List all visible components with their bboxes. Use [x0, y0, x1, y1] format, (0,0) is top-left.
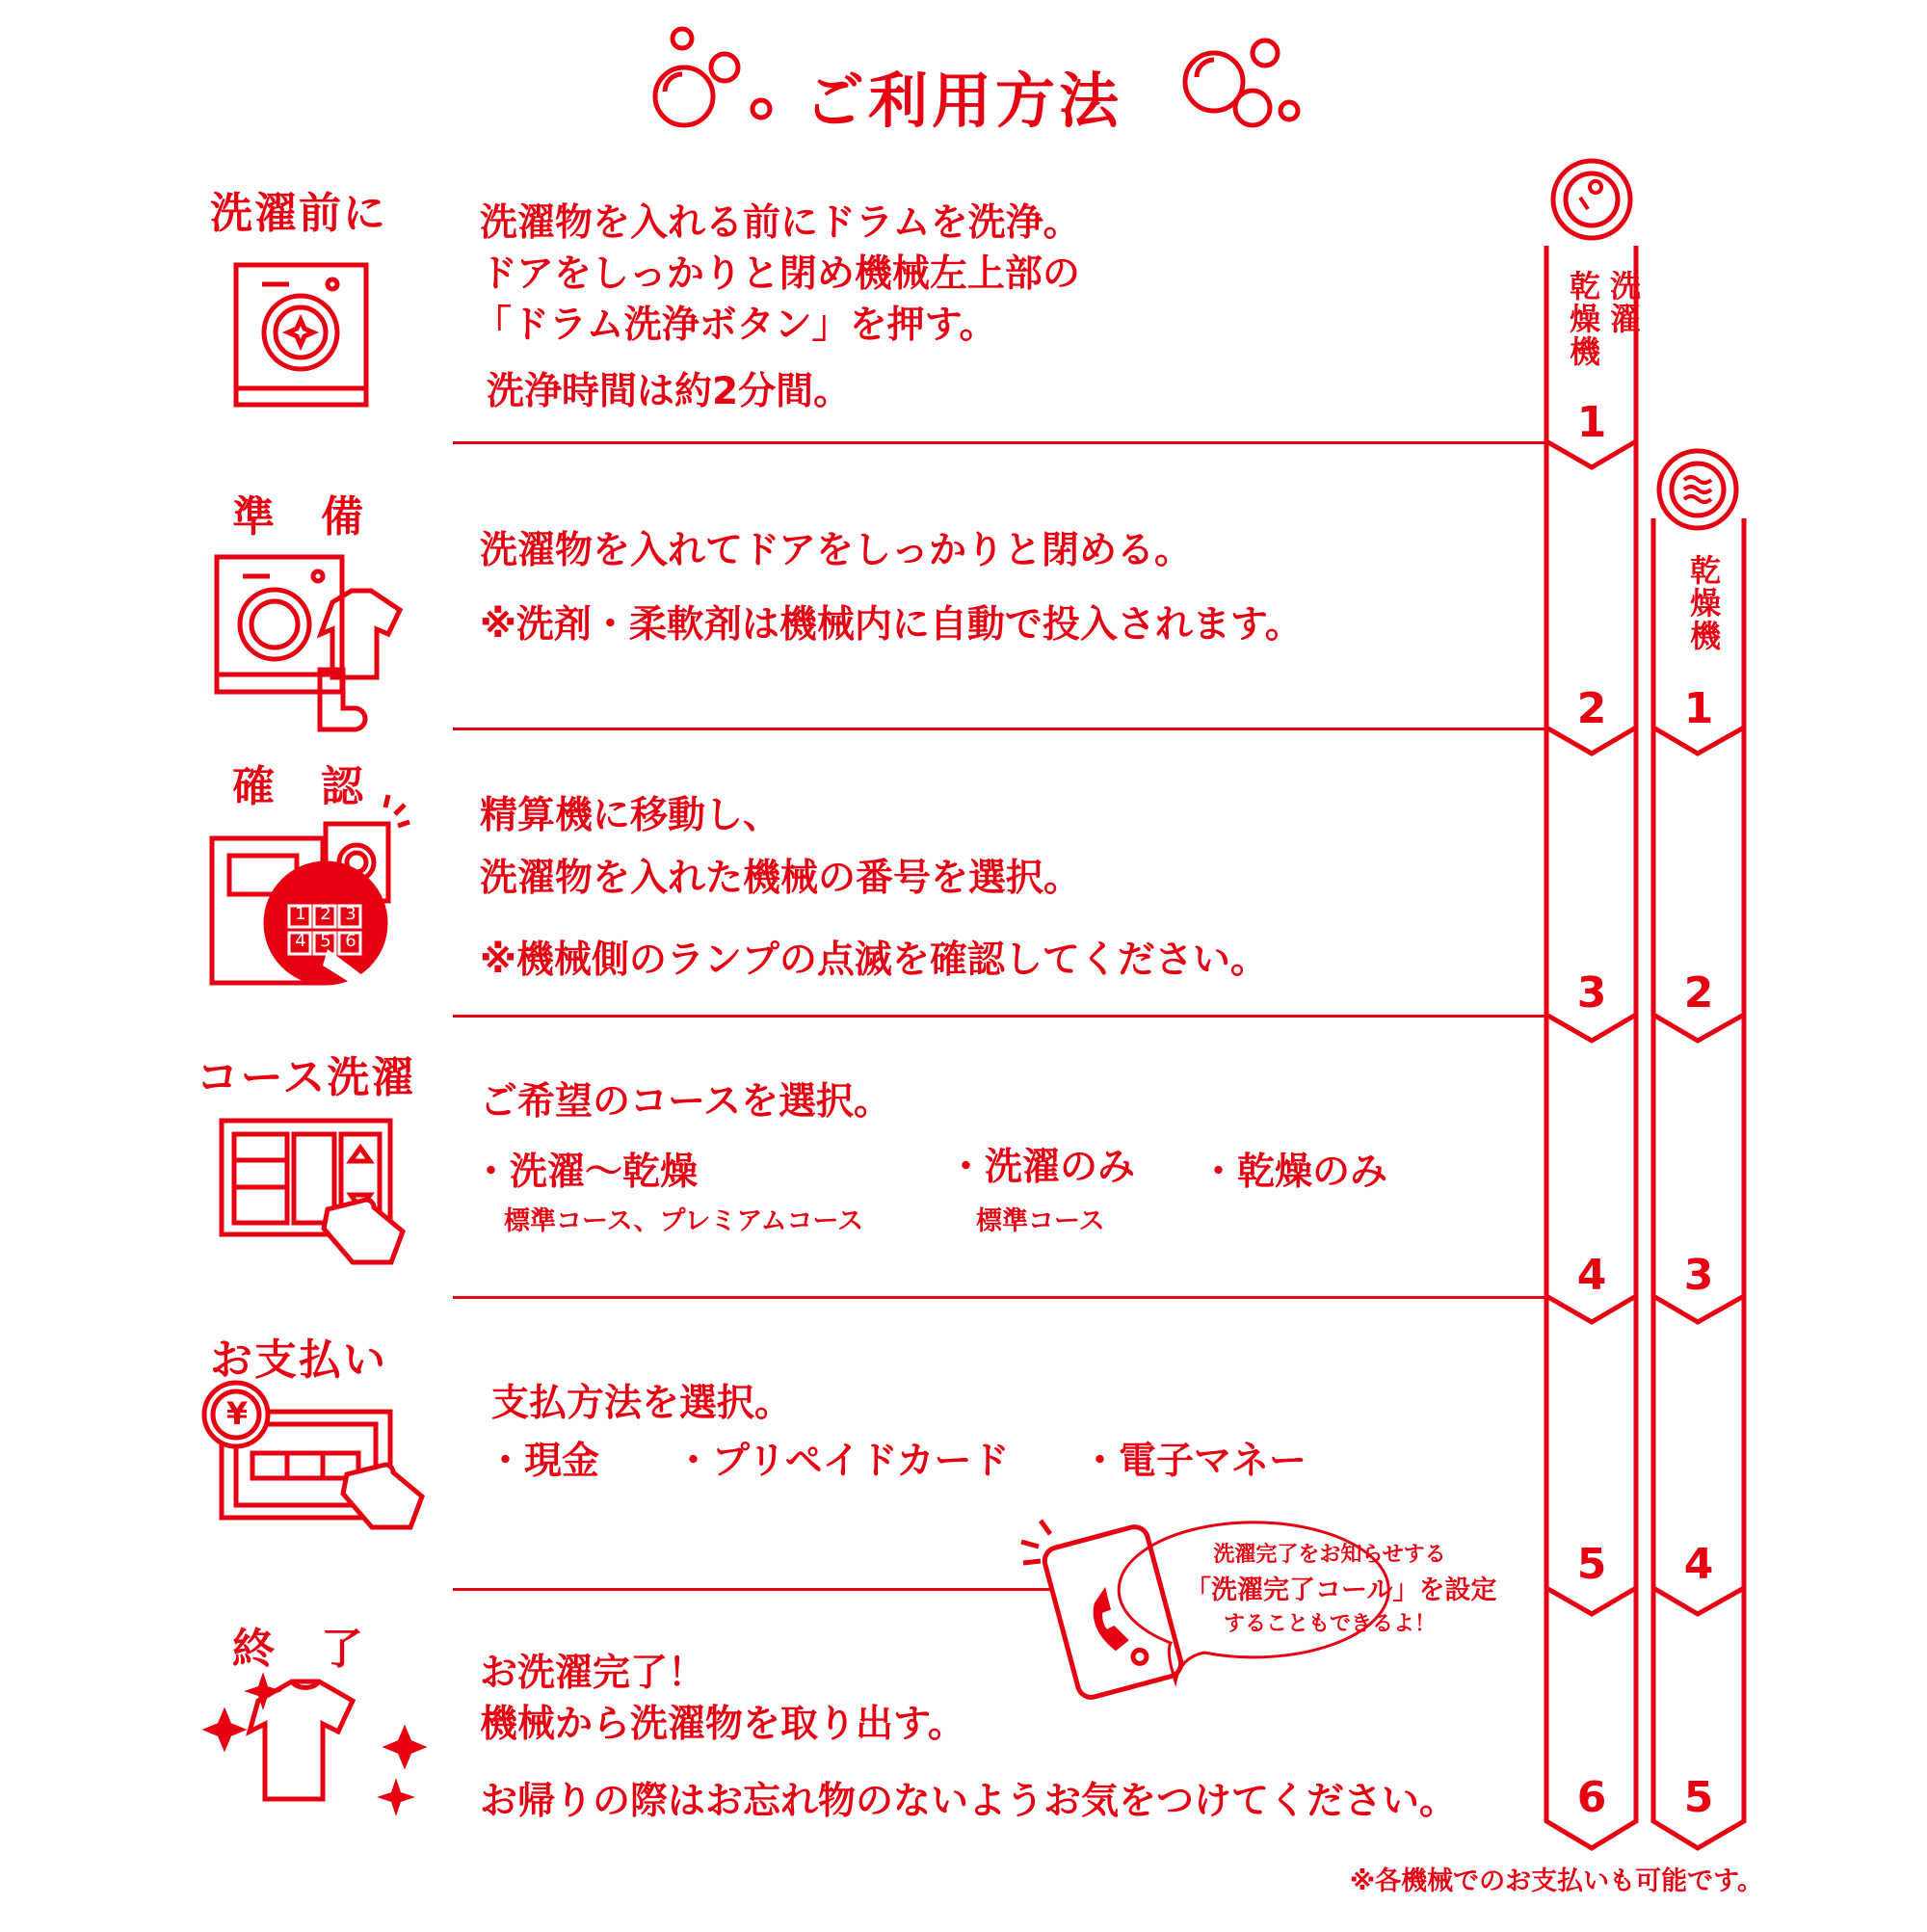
- step-text: 「ドラム洗浄ボタン」を押す。: [474, 304, 997, 347]
- step-text: 支払方法を選択。: [491, 1382, 793, 1425]
- dryer-step-number: 5: [1683, 1773, 1714, 1822]
- payment-method-prepaid: ・プリペイドカード: [674, 1440, 1010, 1483]
- step-text: ※洗剤・柔軟剤は機械内に自動で投入されます。: [480, 603, 1303, 647]
- step-text: ※機械側のランプの点滅を確認してください。: [480, 939, 1268, 982]
- washer-with-laundry-icon: [217, 557, 400, 729]
- keypad-digit: 4: [295, 931, 306, 951]
- yen-symbol: ¥: [225, 1395, 249, 1432]
- divider: [453, 441, 1551, 444]
- step-label-before-wash: 洗濯前に: [210, 189, 387, 238]
- step-label-payment: お支払い: [210, 1336, 387, 1385]
- step-text: お洗濯完了！: [480, 1652, 706, 1695]
- washer-step-number: 5: [1576, 1540, 1607, 1589]
- step-text: ご希望のコースを選択。: [480, 1080, 892, 1124]
- step-text: 精算機に移動し、: [480, 794, 781, 837]
- washing-machine-icon: [236, 265, 366, 405]
- divider: [453, 1015, 1551, 1018]
- dryer-step-number: 1: [1683, 684, 1714, 733]
- washer-step-number: 4: [1576, 1251, 1607, 1300]
- course-option-sub: 標準コース、プレミアムコース: [504, 1206, 864, 1236]
- step-label-finish: 終 了: [232, 1625, 365, 1674]
- divider: [453, 1588, 1050, 1591]
- step-label-course-wash: コース洗濯: [196, 1053, 416, 1102]
- step-label-prepare: 準 備: [232, 492, 365, 542]
- dryer-column: [1653, 451, 1744, 1848]
- washer-dryer-label-a: 洗濯: [1605, 270, 1642, 335]
- tshirt-sparkle-icon: [208, 1680, 421, 1809]
- step-text: 洗浄時間は約2分間。: [487, 370, 852, 413]
- keypad-digit: 5: [320, 931, 331, 951]
- washer-step-number: 3: [1576, 968, 1607, 1018]
- course-option-wash-dry: ・洗濯～乾燥: [472, 1151, 699, 1194]
- step-text: 洗濯物を入れた機械の番号を選択。: [480, 857, 1082, 900]
- dryer-step-number: 2: [1683, 968, 1714, 1018]
- washer-step-number: 2: [1576, 684, 1607, 733]
- step-label-confirm: 確 認: [232, 762, 365, 811]
- bubble-line-3: することもできるよ！: [1223, 1612, 1436, 1636]
- step-text: ドアをしっかりと閉め機械左上部の: [480, 252, 1080, 296]
- smartphone-call-icon: [1021, 1521, 1184, 1701]
- payment-terminal-icon: [212, 795, 409, 990]
- washer-dryer-icon: [1553, 161, 1630, 238]
- washer-step-number: 1: [1576, 398, 1607, 447]
- bubble-line-1: 洗濯完了をお知らせする: [1213, 1543, 1446, 1567]
- dryer-step-number: 4: [1683, 1540, 1714, 1589]
- page-title: [0, 53, 1927, 139]
- washer-step-number: 6: [1576, 1773, 1607, 1822]
- course-panel-icon: [222, 1121, 403, 1262]
- course-option-wash-only: ・洗濯のみ: [947, 1146, 1136, 1189]
- dryer-icon: [1659, 451, 1736, 528]
- course-option-dry-only: ・乾燥のみ: [1200, 1151, 1388, 1194]
- step-text: 洗濯物を入れる前にドラムを洗浄。: [480, 201, 1081, 245]
- payment-method-emoney: ・電子マネー: [1081, 1440, 1307, 1483]
- washer-dryer-label-b: 乾燥機: [1565, 270, 1601, 368]
- keypad-digit: 6: [345, 931, 356, 951]
- dryer-label: 乾燥機: [1685, 554, 1722, 652]
- keypad-digit: 1: [295, 904, 306, 924]
- footnote: ※各機械でのお支払いも可能です。: [1349, 1866, 1763, 1896]
- page-title-text: ご利用方法: [804, 66, 1122, 136]
- step-text: 洗濯物を入れてドアをしっかりと閉める。: [480, 529, 1193, 572]
- dryer-step-number: 3: [1683, 1251, 1714, 1300]
- divider: [453, 1296, 1551, 1299]
- divider: [453, 728, 1551, 730]
- bubble-line-2: 「洗濯完了コール」を設定: [1185, 1575, 1497, 1605]
- keypad-digit: 3: [345, 904, 356, 924]
- keypad-digit: 2: [320, 904, 331, 924]
- course-option-sub: 標準コース: [976, 1206, 1105, 1236]
- step-text: お帰りの際はお忘れ物のないようお気をつけてください。: [480, 1780, 1458, 1823]
- step-text: 機械から洗濯物を取り出す。: [480, 1703, 965, 1746]
- payment-method-cash: ・現金: [487, 1440, 600, 1483]
